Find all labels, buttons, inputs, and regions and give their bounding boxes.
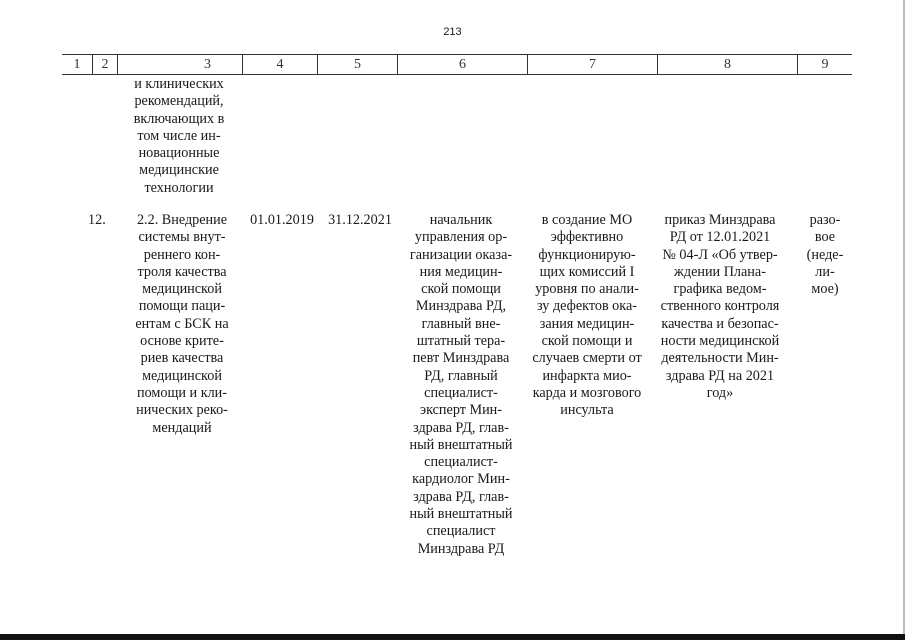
responsible-cell: начальник управления ор- ганизации оказа- ния медицин- ской помощи Минздрава РД, главный вне- штатный тера- певт Минздрава РД, главный специалист- эксперт Мин- здрава РД, глав- ный внештатный специалист- кардиолог Мин- здрава РД, глав- ный внештатный специалист Минздрава РД [409, 212, 513, 557]
result-cell: в создание МО эффективно функционирую- щих комиссий I уровня по анали- зу дефектов ока- зания медицин- ской помощи и случаев смерти от инфаркта мио- карда и мозгового инсульта [532, 212, 642, 419]
column-header-6: 6 [397, 55, 527, 74]
column-header-3: 3 [117, 55, 297, 74]
column-header-8: 8 [657, 55, 797, 74]
scan-edge-bottom [0, 634, 905, 640]
type-cell: разо- вое (неде- ли- мое) [806, 212, 844, 298]
table-header-row [62, 54, 852, 75]
column-header-4: 4 [242, 55, 317, 74]
column-header-1: 1 [73, 57, 81, 72]
start-date-cell: 01.01.2019 [250, 212, 314, 228]
activity-cell: 2.2. Внедрение системы внут- реннего кон- троля качества медицинской помощи паци- ентам с БСК на основе крите- риев качества медицинской помощи и кли- нических реко- мендаций [135, 212, 229, 436]
column-header-2: 2 [92, 55, 117, 74]
column-header-7: 7 [527, 55, 657, 74]
row-number: 12. [88, 212, 106, 228]
document-cell: приказ Минздрава РД от 12.01.2021 № 04-Л «Об утвер- ждении Плана- графика ведом- ственного контроля качества и безопас- ности медицинской деятельности Мин- здрава РД на 2021 год» [660, 212, 780, 401]
continued-activity-text: и клинических рекомендаций, включающих в том числе ин- новационные медицинские технологии [133, 76, 225, 196]
column-header-9: 9 [797, 55, 852, 74]
column-header-5: 5 [317, 55, 397, 74]
end-date-cell: 31.12.2021 [328, 212, 392, 228]
page-number: 213 [443, 26, 462, 38]
